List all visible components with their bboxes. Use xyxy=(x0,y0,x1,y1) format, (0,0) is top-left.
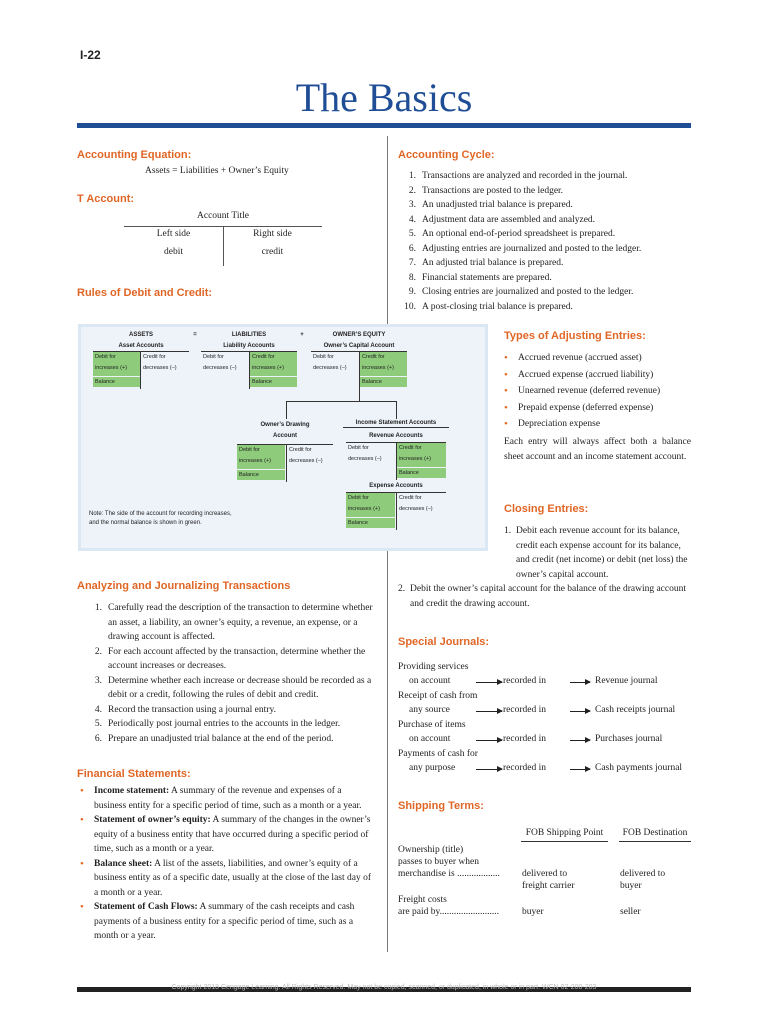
list-item: 3. An unadjusted trial balance is prepared. xyxy=(408,200,573,210)
capital-credit-cell: Credit for increases (+) xyxy=(360,352,407,376)
connector-horizontal xyxy=(286,401,396,402)
liability-debit-cell: Debit for decreases (–) xyxy=(203,354,237,371)
freight-label-1: Freight costs xyxy=(398,895,447,905)
revenue-credit-cell: Credit for increases (+) xyxy=(397,443,446,467)
special-journals-heading: Special Journals: xyxy=(398,636,490,648)
destination-ownership-1: delivered to xyxy=(620,869,666,879)
asset-balance: Balance xyxy=(93,377,140,387)
ownership-label-2: passes to buyer when xyxy=(398,857,479,867)
arrow-icon xyxy=(570,769,590,770)
list-item: 8. Financial statements are prepared. xyxy=(408,272,552,283)
connector-down xyxy=(359,389,360,401)
closing-entry-2: 2. Debit the owner’s capital account for the balance of the drawing account and credit the drawing account. xyxy=(398,584,687,609)
journal-row-3-label: Purchase of items xyxy=(398,720,466,730)
closing-entries-heading: Closing Entries: xyxy=(504,503,589,515)
diagram-note-line-2: and the normal balance is shown in green. xyxy=(89,520,202,526)
page-number: I-22 xyxy=(80,48,101,62)
shipping-point-ownership-2: freight carrier xyxy=(522,881,575,891)
list-item: • Unearned revenue (deferred revenue) xyxy=(502,383,692,400)
journal-row-2-journal: Cash receipts journal xyxy=(595,705,676,715)
arrow-icon xyxy=(476,711,502,712)
journal-row-4-recorded: recorded in xyxy=(503,763,546,773)
arrow-icon xyxy=(570,711,590,712)
list-item: • Statement of owner’s equity: A summary of the changes in the owner’s equity of a business entity that have occurred during a specific period of time, such as a month or a year. xyxy=(78,813,372,857)
financial-statements-list xyxy=(78,784,372,944)
t-account-left-side: Left side xyxy=(156,229,191,239)
list-item: 6. Adjusting entries are journalized and posted to the ledger. xyxy=(408,243,642,254)
drawing-debit-cell: Debit for increases (+) xyxy=(237,445,285,469)
journal-row-3-sub: on account xyxy=(409,734,451,744)
freight-label-2: are paid by......................... xyxy=(398,907,499,917)
special-journals-table xyxy=(398,660,692,780)
list-item: 4. Record the transaction using a journal entry. xyxy=(94,704,276,715)
accounting-equation-heading: Accounting Equation: xyxy=(77,149,192,161)
list-item: • Statement of Cash Flows: A summary of the cash receipts and cash payments of a business entity for a specific period of time, such as a month or a year. xyxy=(78,900,372,944)
list-item: • Balance sheet: A list of the assets, liabilities, and owner’s equity of a business entity as of a specific date, usually at the close of the last day of a month or a year. xyxy=(78,857,372,901)
shipping-point-ownership-1: delivered to xyxy=(522,869,568,879)
expense-balance: Balance xyxy=(346,518,395,528)
analyzing-list xyxy=(86,601,376,746)
accounting-cycle-heading: Accounting Cycle: xyxy=(398,149,495,161)
drawing-balance: Balance xyxy=(237,470,285,480)
fob-shipping-point-header: FOB Shipping Point xyxy=(521,827,608,842)
shipping-terms-heading: Shipping Terms: xyxy=(398,800,484,812)
journal-row-3-journal: Purchases journal xyxy=(595,734,663,744)
adjusting-entries-heading: Types of Adjusting Entries: xyxy=(504,330,646,342)
copyright-footer: Copyright 2018 Cengage Learning. All Rights Reserved. May not be copied, scanned, or duplicated, in whole or in part. WCN 02-200-203 xyxy=(171,984,597,991)
fob-destination-header: FOB Destination xyxy=(619,827,691,842)
asset-accounts-label: Asset Accounts xyxy=(118,343,164,349)
journal-row-4-sub: any purpose xyxy=(409,763,456,773)
t-account-debit: debit xyxy=(164,247,183,257)
list-item: 5. Periodically post journal entries to the accounts in the ledger. xyxy=(94,719,341,729)
journal-row-2-label: Receipt of cash from xyxy=(398,691,478,701)
list-item: 7. An adjusted trial balance is prepared. xyxy=(408,258,564,268)
list-item: 6. Prepare an unadjusted trial balance at the end of the period. xyxy=(94,733,334,744)
connector-right-branch xyxy=(396,401,397,419)
ownership-label-3: merchandise is .................. xyxy=(398,869,500,879)
list-item: 1. Transactions are analyzed and recorded in the journal. xyxy=(408,171,628,181)
revenue-accounts-label: Revenue Accounts xyxy=(369,433,423,439)
destination-ownership-2: buyer xyxy=(620,881,642,891)
list-item: 10. A post-closing trial balance is prepared. xyxy=(404,301,573,312)
liability-accounts-label: Liability Accounts xyxy=(223,343,275,349)
expense-accounts-label: Expense Accounts xyxy=(369,483,423,489)
ownership-label-1: Ownership (title) xyxy=(398,845,464,855)
list-item: 2. Transactions are posted to the ledger. xyxy=(408,185,564,196)
asset-debit-cell: Debit for increases (+) xyxy=(93,352,140,376)
list-item: • Depreciation expense xyxy=(502,416,692,433)
drawing-title-2: Account xyxy=(273,433,297,439)
revenue-debit-cell: Debit for decreases (–) xyxy=(348,445,382,462)
financial-statements-heading: Financial Statements: xyxy=(77,768,191,780)
equals-sign: = xyxy=(193,332,197,338)
arrow-icon xyxy=(476,769,502,770)
adjusting-entries-list xyxy=(502,350,692,433)
arrow-icon xyxy=(570,682,590,683)
liability-credit-cell: Credit for increases (+) xyxy=(250,352,297,376)
t-account-right-side: Right side xyxy=(253,229,292,239)
list-item: • Accrued expense (accrued liability) xyxy=(502,367,692,384)
title-rule xyxy=(77,123,691,128)
page-title: The Basics xyxy=(295,75,473,120)
list-item: 5. An optional end-of-period spreadsheet is prepared. xyxy=(408,229,616,239)
revenue-balance: Balance xyxy=(397,468,446,478)
assets-label: ASSETS xyxy=(128,332,153,338)
accounting-cycle-list xyxy=(400,169,692,314)
rules-heading: Rules of Debit and Credit: xyxy=(77,287,213,299)
capital-debit-cell: Debit for decreases (–) xyxy=(313,354,347,371)
connector-left-branch xyxy=(286,401,287,419)
list-item: 2. For each account affected by the transaction, determine whether the account increases or decreases. xyxy=(94,646,366,671)
capital-account-label: Owner’s Capital Account xyxy=(323,343,395,349)
accounting-equation-text: Assets = Liabilities + Owner’s Equity xyxy=(145,166,289,176)
asset-credit-cell: Credit for decreases (–) xyxy=(143,354,177,371)
liability-balance: Balance xyxy=(250,377,297,387)
capital-balance: Balance xyxy=(360,377,407,387)
closing-entry-1: 1. Debit each revenue account for its balance, credit each expense account for its balance, and credit (net income) or debit (net loss) the owner’s capital account. xyxy=(504,526,688,580)
arrow-icon xyxy=(570,740,590,741)
list-item: • Accrued revenue (accrued asset) xyxy=(502,350,692,367)
liabilities-label: LIABILITIES xyxy=(231,332,267,338)
journal-row-4-label: Payments of cash for xyxy=(398,749,478,759)
destination-freight: seller xyxy=(620,907,641,917)
list-item: • Prepaid expense (deferred expense) xyxy=(502,400,692,417)
t-account-title: Account Title xyxy=(197,211,249,221)
plus-sign: + xyxy=(300,332,304,338)
journal-row-3-recorded: recorded in xyxy=(503,734,546,744)
arrow-icon xyxy=(476,682,502,683)
journal-row-1-recorded: recorded in xyxy=(503,676,546,686)
list-item: 4. Adjustment data are assembled and analyzed. xyxy=(408,214,596,225)
list-item: • Income statement: A summary of the revenue and expenses of a business entity for a specific period of time, such as a month or a year. xyxy=(78,784,372,813)
t-account-credit: credit xyxy=(261,247,284,257)
analyzing-heading: Analyzing and Journalizing Transactions xyxy=(77,580,291,592)
journal-row-2-recorded: recorded in xyxy=(503,705,546,715)
drawing-title: Owner’s Drawing xyxy=(260,422,310,428)
list-item: 1. Carefully read the description of the transaction to determine whether an asset, a liability, an owner’s equity, a revenue, an expense, or a drawing account is affected. xyxy=(94,603,373,642)
journal-row-2-sub: any source xyxy=(409,705,450,715)
expense-credit-cell: Credit for decreases (–) xyxy=(399,495,433,512)
t-account-heading: T Account: xyxy=(77,193,135,205)
income-statement-accounts-label: Income Statement Accounts xyxy=(355,420,437,426)
list-item: 9. Closing entries are journalized and posted to the ledger. xyxy=(408,287,634,297)
arrow-icon xyxy=(476,740,502,741)
drawing-credit-cell: Credit for decreases (–) xyxy=(289,447,323,464)
income-statement-rule xyxy=(343,427,449,428)
shipping-terms-table xyxy=(398,824,692,924)
journal-row-1-label: Providing services xyxy=(398,662,469,672)
adjusting-entries-note: Each entry will always affect both a balance sheet account and an income statement account. xyxy=(504,437,691,462)
diagram-note-line-1: Note: The side of the account for recording increases, xyxy=(89,511,232,517)
debit-credit-diagram xyxy=(78,324,488,551)
journal-row-1-sub: on account xyxy=(409,676,451,686)
journal-row-1-journal: Revenue journal xyxy=(595,676,658,686)
journal-row-4-journal: Cash payments journal xyxy=(595,763,683,773)
shipping-point-freight: buyer xyxy=(522,907,544,917)
expense-debit-cell: Debit for increases (+) xyxy=(346,493,395,517)
list-item: 3. Determine whether each increase or decrease should be recorded as a debit or a credit, following the rules of debit and credit. xyxy=(94,675,372,700)
owners-equity-label: OWNER’S EQUITY xyxy=(332,332,386,338)
